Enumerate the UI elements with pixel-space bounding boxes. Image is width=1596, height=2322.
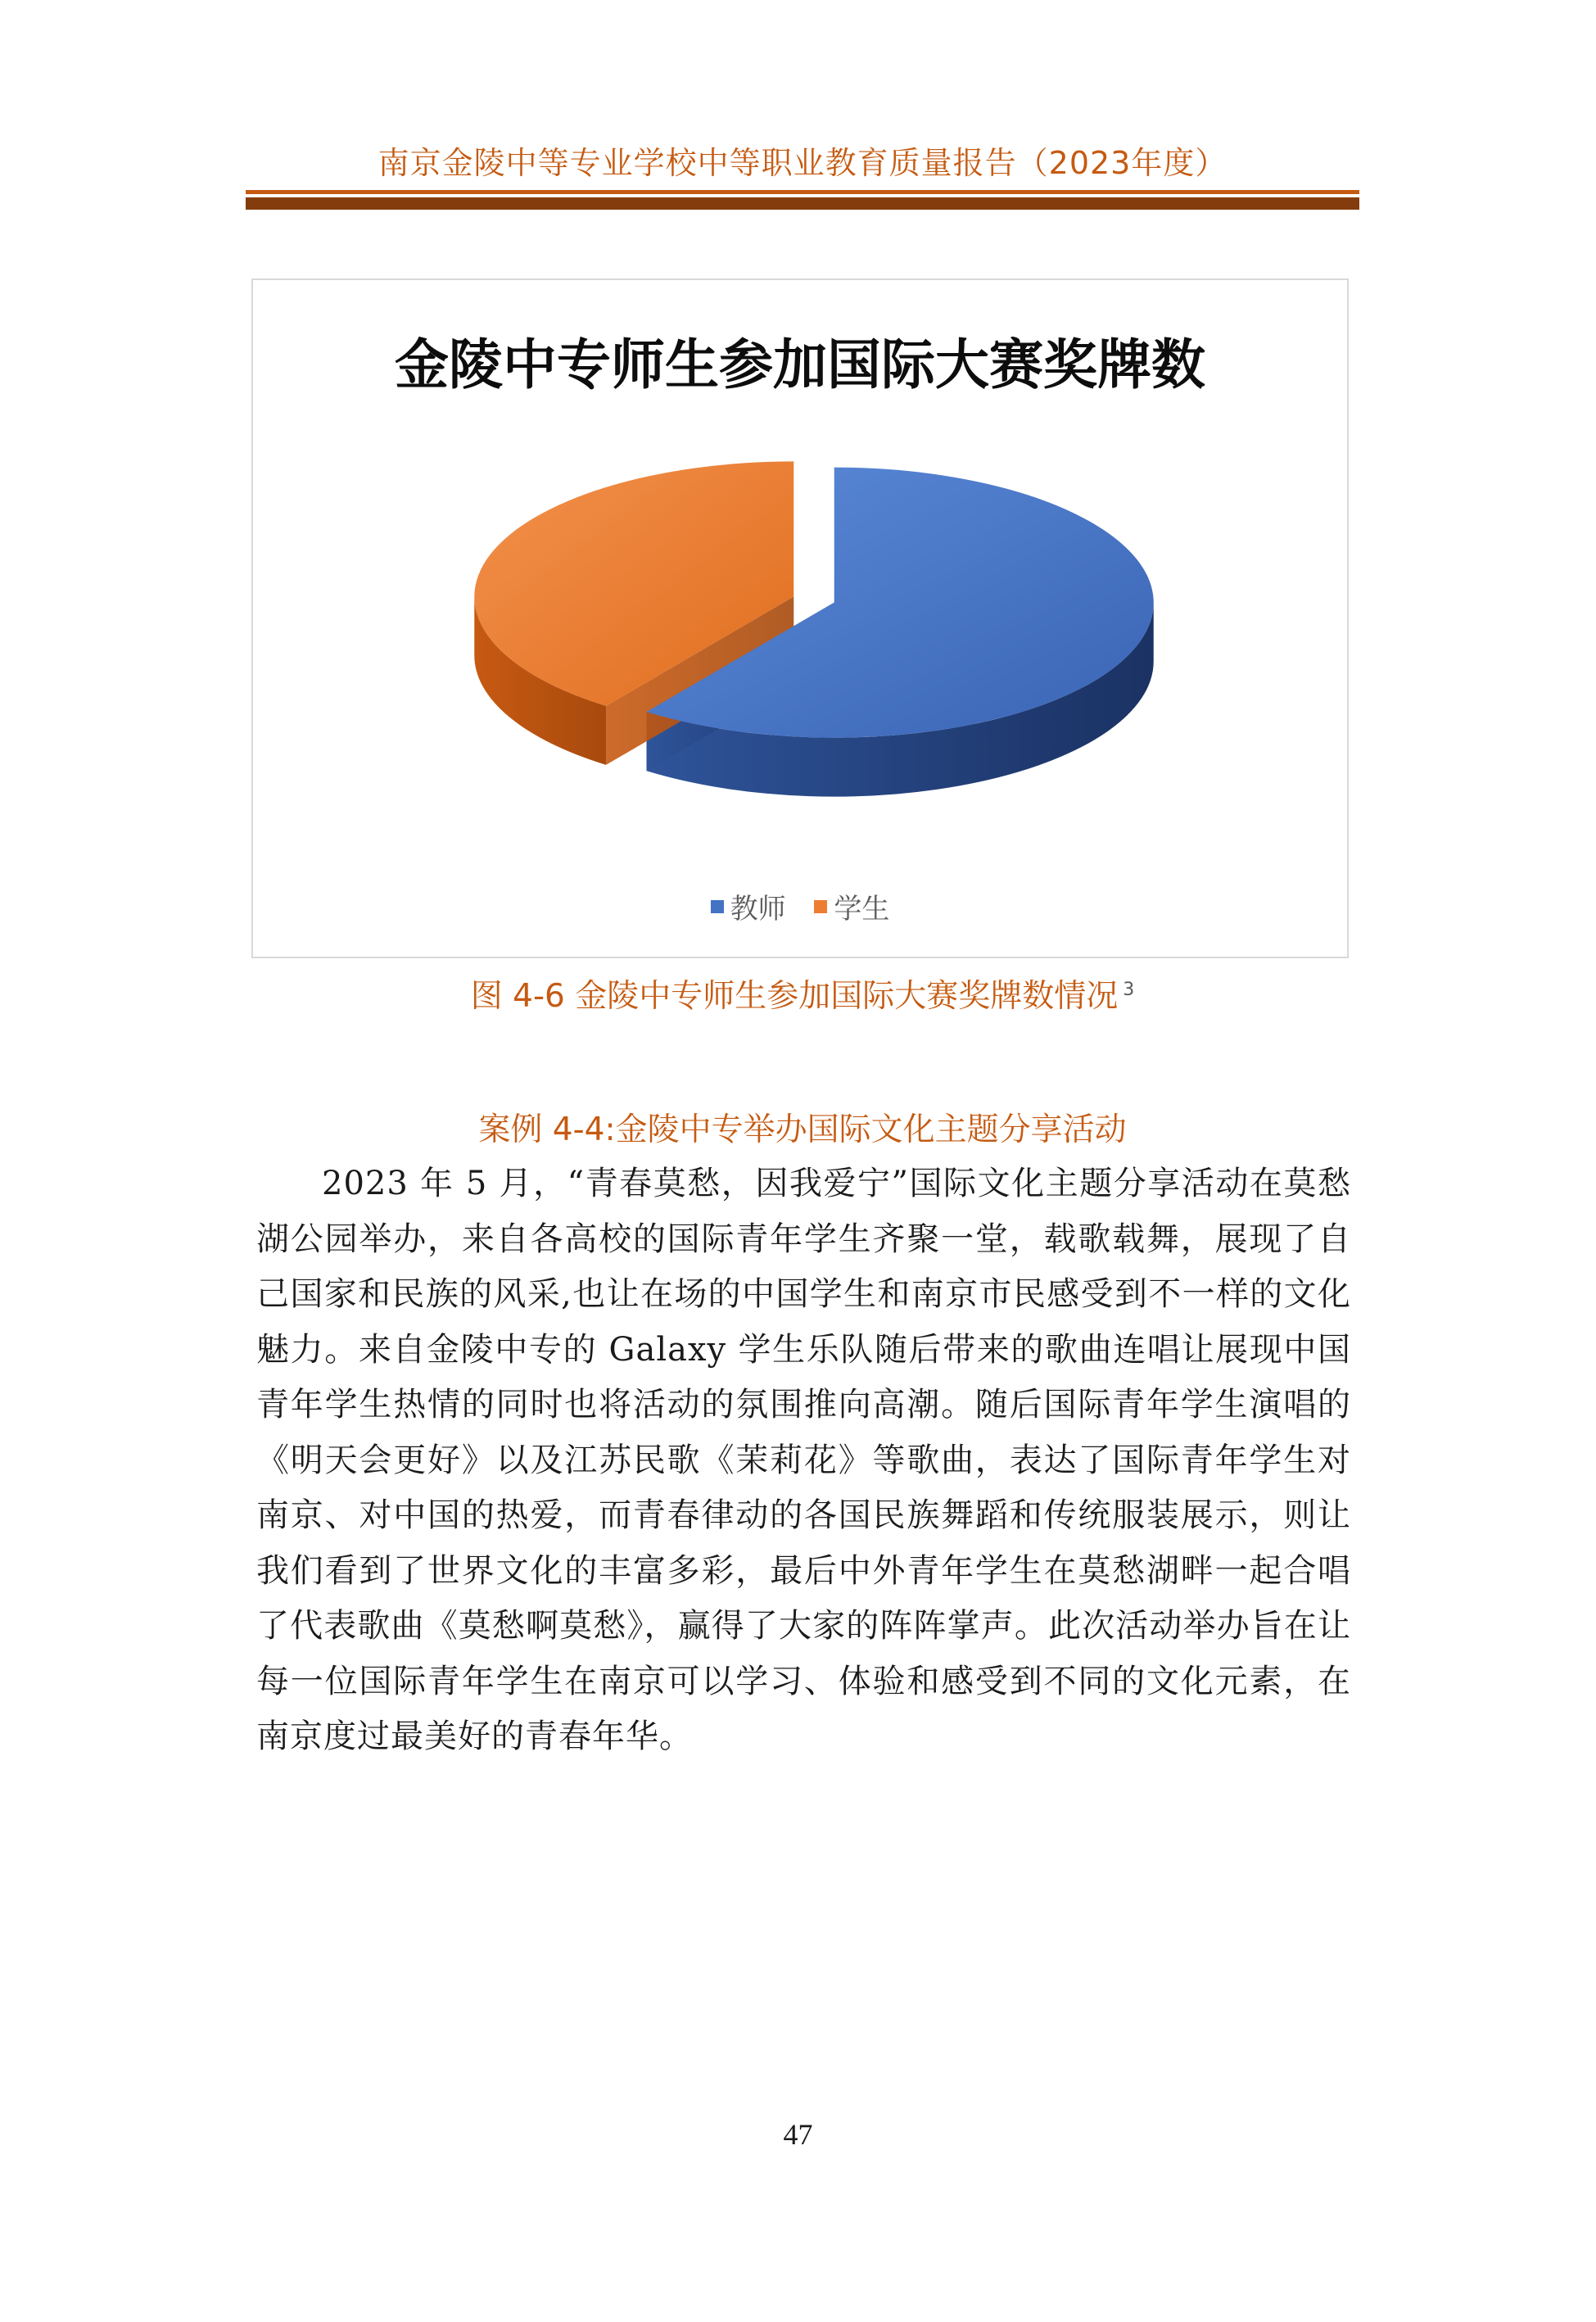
footnote-ref: 3 bbox=[1123, 980, 1135, 1000]
chart-legend bbox=[253, 886, 1347, 926]
case-paragraph: 2023 年 5 月，“青春莫愁，因我爱宁”国际文化主题分享活动在莫愁湖公园举办，来自各高校的国际青年学生齐聚一堂，载歌载舞，展现了自己国家和民族的风采,也让在场的中国学生和南京市民感受到不一样的文化魅力。来自金陵中专的 Galaxy 学生乐队随后带来的歌曲连唱让展现中国青年学生热情的同时也将活动的氛围推向高潮。随后国际青年学生演唱的《明天会更好》以及江苏民歌《茉莉花》等歌曲，表达了国际青年学生对南京、对中国的热爱，而青春律动的各国民族舞蹈和传统服装展示，则让我们看到了世界文化的丰富多彩，最后中外青年学生在莫愁湖畔一起合唱了代表歌曲《莫愁啊莫愁》，赢得了大家的阵阵掌声。此次活动举办旨在让每一位国际青年学生在南京可以学习、体验和感受到不同的文化元素，在南京度过最美好的青春年华。 bbox=[256, 1165, 1351, 1755]
page-number: 47 bbox=[783, 2118, 813, 2151]
figure-caption-text: 图 4-6 金陵中专师生参加国际大赛奖牌数情况 bbox=[470, 978, 1119, 1015]
legend-label-teachers: 教师 bbox=[730, 893, 786, 926]
legend-item-teachers bbox=[711, 886, 786, 926]
chart-title: 金陵中专师生参加国际大赛奖牌数 bbox=[395, 333, 1205, 396]
case-body bbox=[256, 1156, 1351, 1765]
report-header-title: 南京金陵中等专业学校中等职业教育质量报告（2023年度） bbox=[378, 145, 1228, 181]
legend-item-students bbox=[814, 886, 889, 926]
legend-label-students: 学生 bbox=[834, 893, 890, 926]
case-heading: 案例 4-4:金陵中专举办国际文化主题分享活动 bbox=[478, 1111, 1127, 1148]
header-rule-thick bbox=[246, 197, 1359, 210]
legend-swatch-orange bbox=[814, 900, 827, 913]
pie-chart-frame bbox=[251, 278, 1349, 958]
legend-swatch-blue bbox=[711, 900, 724, 913]
header-rule-thin bbox=[246, 190, 1359, 194]
figure-caption bbox=[246, 971, 1359, 1016]
